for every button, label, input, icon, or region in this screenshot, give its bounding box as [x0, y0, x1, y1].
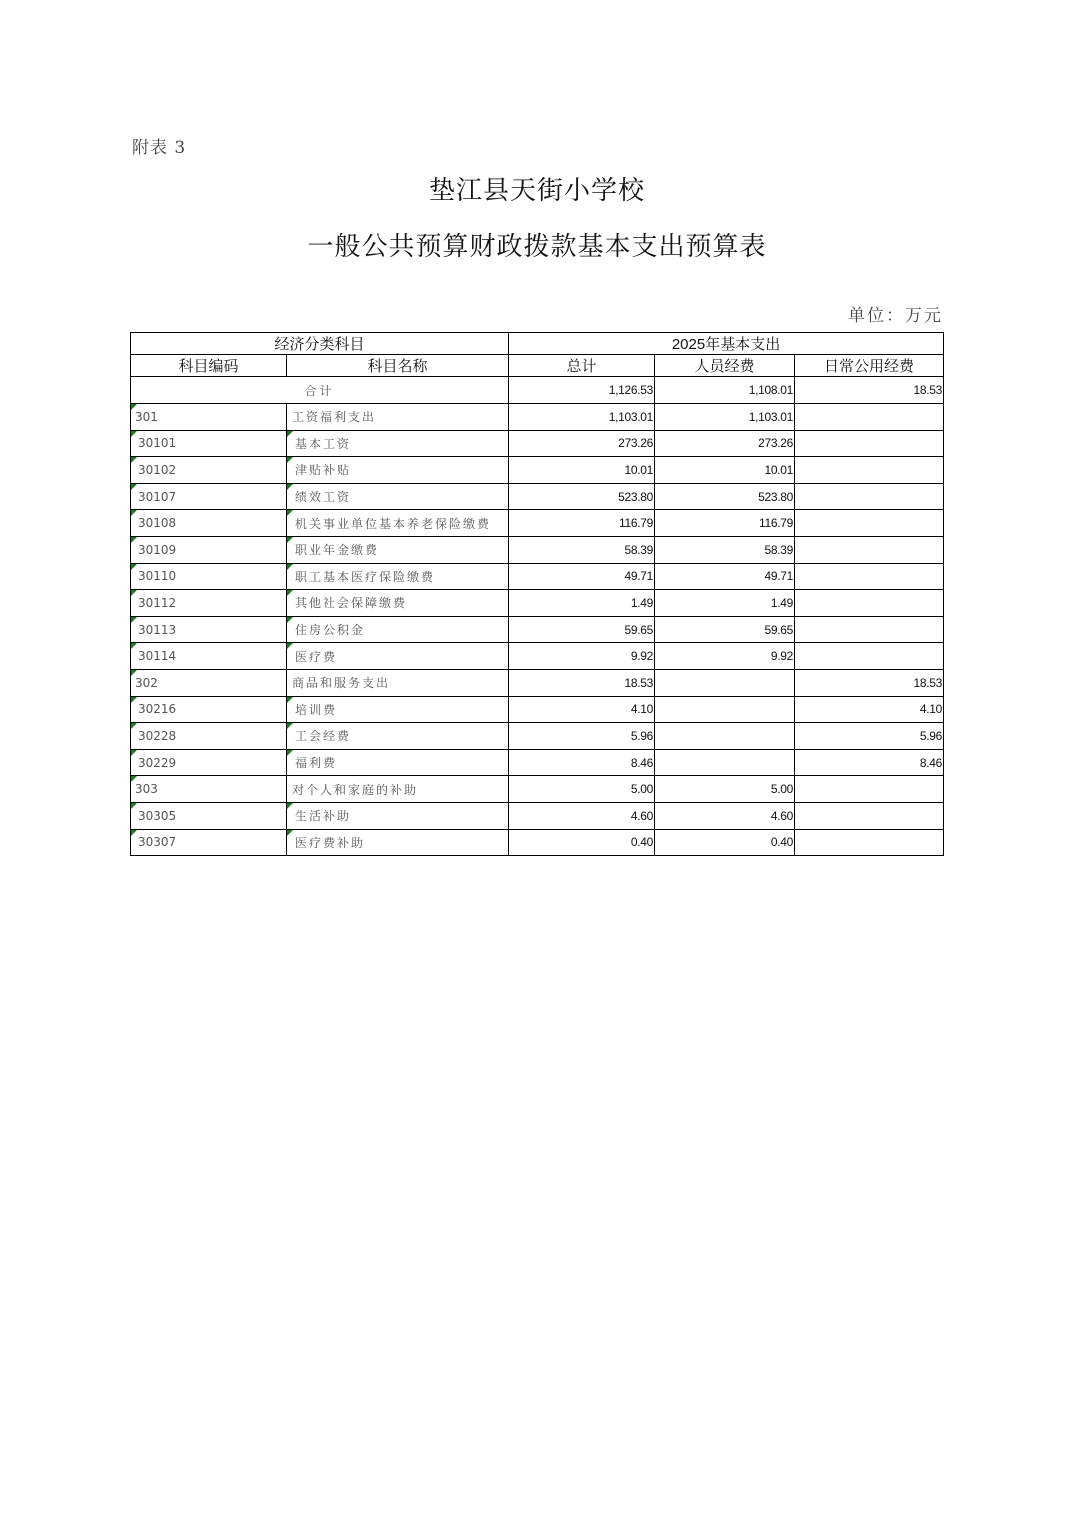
row-public: 5.96: [795, 723, 944, 750]
page-title-school: 垫江县天街小学校: [428, 176, 645, 206]
row-public: [795, 829, 944, 856]
table-row: [131, 696, 944, 723]
row-total: 8.46: [509, 749, 655, 776]
row-total: 58.39: [509, 536, 655, 563]
row-public: [795, 430, 944, 457]
row-name: 其他社会保障缴费: [287, 590, 509, 617]
row-personnel: 9.92: [655, 643, 795, 670]
header-public: 日常公用经费: [795, 355, 944, 377]
row-public: 8.46: [795, 749, 944, 776]
row-code: 30216: [131, 696, 287, 723]
row-public: [795, 404, 944, 431]
table-row: [131, 749, 944, 776]
row-total: 10.01: [509, 457, 655, 484]
row-name: 住房公积金: [287, 616, 509, 643]
row-name: 职工基本医疗保险缴费: [287, 563, 509, 590]
header-personnel: 人员经费: [655, 355, 795, 377]
row-total: 4.10: [509, 696, 655, 723]
table-row: [131, 802, 944, 829]
row-name: 对个人和家庭的补助: [287, 776, 509, 803]
row-personnel: [655, 696, 795, 723]
row-public: [795, 590, 944, 617]
row-personnel: 58.39: [655, 536, 795, 563]
table-row: [131, 616, 944, 643]
table-row: [131, 404, 944, 431]
unit-label: 单位：万元: [848, 306, 943, 326]
table-row: [131, 430, 944, 457]
row-personnel: 10.01: [655, 457, 795, 484]
row-code: 30102: [131, 457, 287, 484]
row-code: 303: [131, 776, 287, 803]
sum-row: [131, 377, 944, 404]
row-code: 30112: [131, 590, 287, 617]
row-code: 30108: [131, 510, 287, 537]
row-code: 30109: [131, 536, 287, 563]
header-basic-expenditure: 2025年基本支出: [509, 333, 944, 355]
table-row: [131, 510, 944, 537]
sum-label: 合计: [131, 377, 509, 404]
row-personnel: 1.49: [655, 590, 795, 617]
table-row: [131, 776, 944, 803]
row-public: 4.10: [795, 696, 944, 723]
row-public: [795, 510, 944, 537]
row-name: 基本工资: [287, 430, 509, 457]
row-personnel: 1,103.01: [655, 404, 795, 431]
row-public: [795, 457, 944, 484]
row-code: 30101: [131, 430, 287, 457]
header-economic-classification: 经济分类科目: [131, 333, 509, 355]
row-personnel: 0.40: [655, 829, 795, 856]
row-personnel: 5.00: [655, 776, 795, 803]
table-row: [131, 536, 944, 563]
row-total: 1.49: [509, 590, 655, 617]
row-total: 5.96: [509, 723, 655, 750]
row-public: [795, 483, 944, 510]
row-name: 培训费: [287, 696, 509, 723]
row-code: 30307: [131, 829, 287, 856]
row-name: 工资福利支出: [287, 404, 509, 431]
row-public: [795, 536, 944, 563]
header-column-row: [131, 355, 944, 377]
row-total: 59.65: [509, 616, 655, 643]
table-row: [131, 669, 944, 696]
budget-table: [130, 332, 944, 856]
table-row: [131, 829, 944, 856]
row-total: 523.80: [509, 483, 655, 510]
row-name: 津贴补贴: [287, 457, 509, 484]
row-total: 0.40: [509, 829, 655, 856]
row-name: 工会经费: [287, 723, 509, 750]
sum-public: 18.53: [795, 377, 944, 404]
header-code: 科目编码: [131, 355, 287, 377]
row-personnel: [655, 723, 795, 750]
header-total: 总计: [509, 355, 655, 377]
row-code: 30305: [131, 802, 287, 829]
row-personnel: 4.60: [655, 802, 795, 829]
sum-total: 1,126.53: [509, 377, 655, 404]
row-personnel: [655, 749, 795, 776]
row-personnel: 49.71: [655, 563, 795, 590]
table-row: [131, 590, 944, 617]
sum-personnel: 1,108.01: [655, 377, 795, 404]
table-row: [131, 563, 944, 590]
row-total: 18.53: [509, 669, 655, 696]
row-total: 1,103.01: [509, 404, 655, 431]
table-row: [131, 723, 944, 750]
header-group-row: [131, 333, 944, 355]
row-code: 30229: [131, 749, 287, 776]
row-name: 商品和服务支出: [287, 669, 509, 696]
table-row: [131, 643, 944, 670]
row-name: 医疗费补助: [287, 829, 509, 856]
row-total: 9.92: [509, 643, 655, 670]
attachment-label: 附表 3: [132, 138, 187, 158]
row-public: 18.53: [795, 669, 944, 696]
row-personnel: 59.65: [655, 616, 795, 643]
row-personnel: 116.79: [655, 510, 795, 537]
row-code: 30113: [131, 616, 287, 643]
row-total: 273.26: [509, 430, 655, 457]
row-personnel: [655, 669, 795, 696]
page-title-table: 一般公共预算财政拨款基本支出预算表: [307, 232, 767, 262]
row-total: 116.79: [509, 510, 655, 537]
row-name: 绩效工资: [287, 483, 509, 510]
row-public: [795, 616, 944, 643]
row-name: 医疗费: [287, 643, 509, 670]
row-total: 49.71: [509, 563, 655, 590]
row-name: 机关事业单位基本养老保险缴费: [287, 510, 509, 537]
row-code: 30228: [131, 723, 287, 750]
row-name: 福利费: [287, 749, 509, 776]
table-row: [131, 457, 944, 484]
table-row: [131, 483, 944, 510]
header-name: 科目名称: [287, 355, 509, 377]
row-public: [795, 802, 944, 829]
row-code: 30107: [131, 483, 287, 510]
row-code: 302: [131, 669, 287, 696]
row-personnel: 523.80: [655, 483, 795, 510]
row-total: 4.60: [509, 802, 655, 829]
row-code: 301: [131, 404, 287, 431]
row-public: [795, 643, 944, 670]
row-public: [795, 563, 944, 590]
row-personnel: 273.26: [655, 430, 795, 457]
row-total: 5.00: [509, 776, 655, 803]
row-name: 生活补助: [287, 802, 509, 829]
row-public: [795, 776, 944, 803]
row-name: 职业年金缴费: [287, 536, 509, 563]
row-code: 30114: [131, 643, 287, 670]
row-code: 30110: [131, 563, 287, 590]
